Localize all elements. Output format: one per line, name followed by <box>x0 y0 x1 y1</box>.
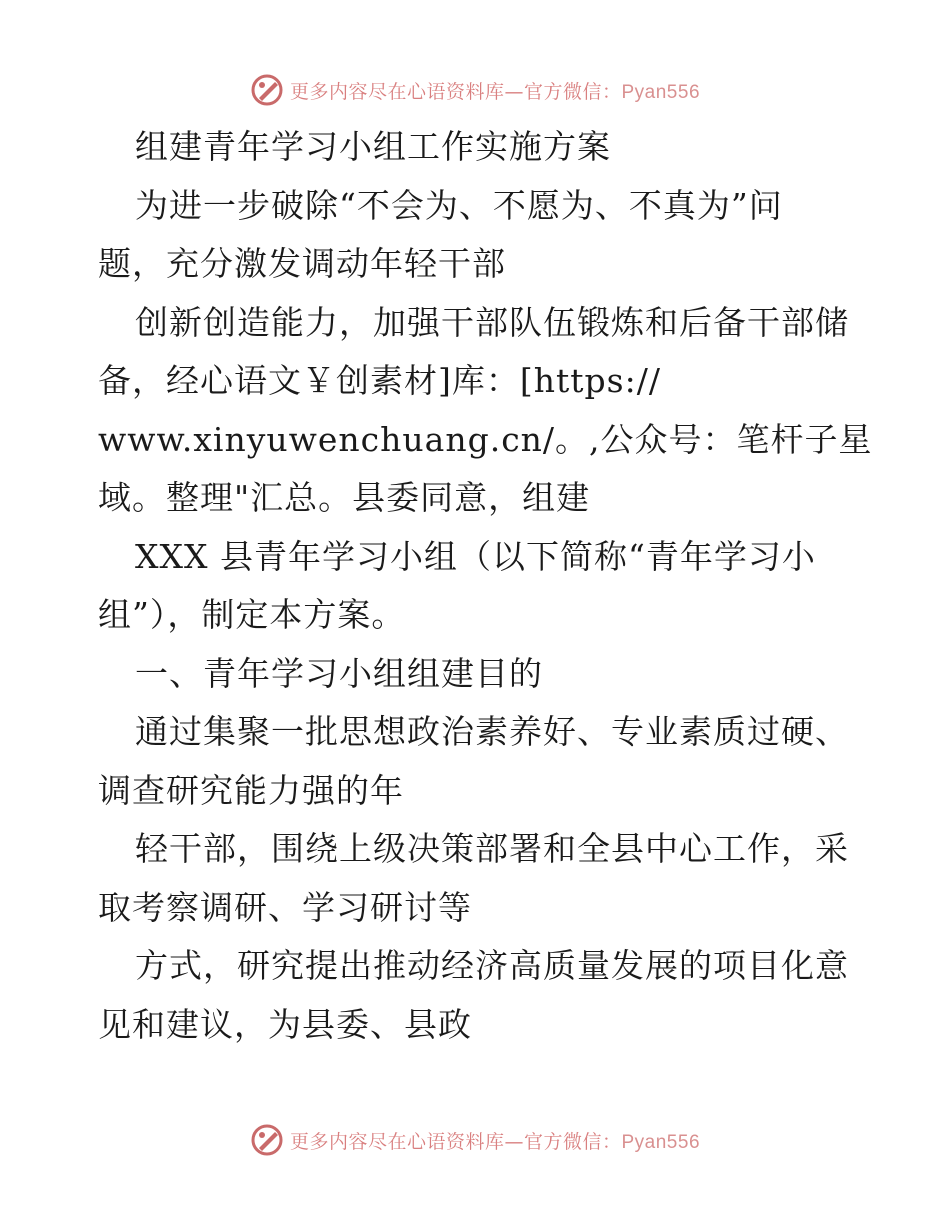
paragraph-line: 创新创造能力，加强干部队伍锻炼和后备干部储 <box>135 302 849 342</box>
paragraph-line: 调查研究能力强的年 <box>98 770 404 810</box>
watermark-footer <box>0 1120 950 1160</box>
watermark-official: 官方微信： <box>523 1130 622 1153</box>
doc-title: 组建青年学习小组工作实施方案 <box>135 127 611 166</box>
paragraph-line: 题，充分激发调动年轻干部 <box>98 244 506 283</box>
watermark-main: 更多内容尽在心语资料库 <box>289 80 505 103</box>
watermark-official: 官方微信： <box>523 80 622 103</box>
watermark-wechat-id: Pyan556 <box>621 81 701 103</box>
watermark-header <box>0 70 950 110</box>
watermark-dash: — <box>504 80 524 103</box>
paragraph-line: 见和建议，为县委、县政 <box>98 1004 472 1044</box>
document-body <box>98 118 873 1054</box>
paragraph-line: 备，经心语文￥创素材]库：[https:// <box>98 361 661 400</box>
paragraph-line: XXX 县青年学习小组（以下简称“青年学习小 <box>135 536 816 576</box>
watermark-text <box>290 77 700 104</box>
watermark-wechat-id: Pyan556 <box>621 1131 701 1153</box>
section-heading: 一、青年学习小组组建目的 <box>135 653 543 693</box>
paragraph-line: www.xinyuwenchuang.cn/。,公众号：笔杆子星 <box>98 419 873 459</box>
paragraph-line: 轻干部，围绕上级决策部署和全县中心工作，采 <box>135 829 849 868</box>
paragraph-line: 通过集聚一批思想政治素养好、专业素质过硬、 <box>135 712 849 751</box>
paragraph-line: 域。整理"汇总。县委同意，组建 <box>98 478 591 517</box>
pen-seal-icon <box>250 1123 284 1157</box>
paragraph-line: 取考察调研、学习研讨等 <box>98 887 472 927</box>
watermark-main: 更多内容尽在心语资料库 <box>289 1130 505 1153</box>
paragraph-line: 方式，研究提出推动经济高质量发展的项目化意 <box>135 946 849 985</box>
paragraph-line: 为进一步破除“不会为、不愿为、不真为”问 <box>135 185 783 225</box>
watermark-text <box>290 1127 700 1154</box>
paragraph-line: 组”），制定本方案。 <box>98 595 406 634</box>
watermark-dash: — <box>504 1130 524 1153</box>
pen-seal-icon <box>250 73 284 107</box>
